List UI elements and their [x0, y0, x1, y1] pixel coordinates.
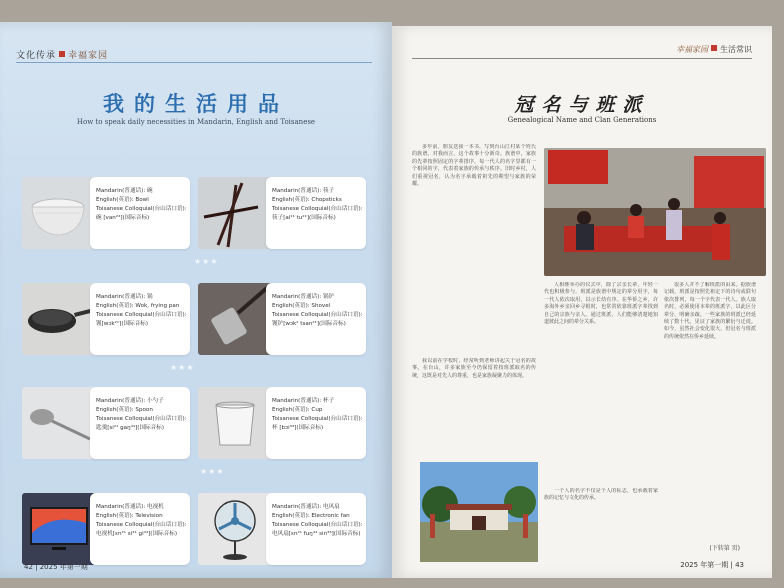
article-title: 冠名与班派: [514, 94, 650, 116]
vocab-row: [22, 493, 364, 565]
cup-photo: [198, 387, 272, 459]
vocab-toisanese-label: Toisanese Colloquial(台山话口语):: [96, 206, 187, 212]
star-divider: ★★★: [194, 257, 219, 266]
television-photo: [22, 493, 96, 565]
vocab-card-cup: [198, 387, 366, 459]
continued-note: (下转第 页): [709, 545, 740, 552]
vocab-toisanese-label: Toisanese Colloquial(台山话口语):: [96, 416, 187, 422]
vocab-ipa: 镬铲[wɔk² tsan²¹](国际音标): [272, 321, 346, 327]
vocab-mandarin: Mandarin(普通话): 电视机: [96, 504, 164, 510]
vocab-info: [90, 283, 190, 355]
vocab-ipa: 匙羹[si²¹ ɡaŋ⁴⁴](国际音标): [96, 425, 165, 431]
vocab-english: English(英语): Cup: [272, 407, 323, 413]
vocab-ipa: 镬[wɔk²¹](国际音标): [96, 321, 149, 327]
left-page-footer: 42 | 2025 年第一期: [24, 563, 88, 571]
vocab-mandarin: Mandarin(普通话): 碗: [96, 188, 153, 194]
vocab-ipa: 杯 [bɔi³³](国际音标): [272, 425, 324, 431]
vocab-card-bowl: [22, 177, 190, 249]
vocab-english: English(英语): Electronic fan: [272, 513, 350, 519]
section-sub-label: 幸福家园: [68, 51, 109, 61]
article-column: [544, 488, 658, 518]
article-paragraph: 一个人的名字不仅是个人的标志，也承载着家族的记忆与文化的传承。: [544, 488, 658, 502]
vocab-english: English(英语): Spoon: [96, 407, 153, 413]
vocab-english: English(英语): Chopsticks: [272, 197, 342, 203]
article-paragraph: 我以前在学校时，经常听到老师讲起关于冠名的故事。在台山，许多家族至今仍保留着按班派取名的传统，这既是对先人的尊重，也是家族凝聚力的体现。: [412, 358, 536, 379]
header-divider: [412, 58, 752, 59]
article-column: [664, 282, 756, 512]
brand-label: 幸福家园: [676, 45, 708, 54]
vocab-info: [90, 387, 190, 459]
wok-photo: [22, 283, 96, 355]
bowl-photo: [22, 177, 96, 249]
ancestral-hall-photo: [420, 462, 538, 562]
vocab-english: English(英语): Shovel: [272, 303, 331, 309]
vocab-mandarin: Mandarin(普通话): 杯子: [272, 398, 335, 404]
vocab-row: [22, 177, 364, 249]
vocab-ipa: 电视机[εn²¹ si³¹ ɡi⁴⁴](国际音标): [96, 531, 178, 537]
vocab-mandarin: Mandarin(普通话): 筷子: [272, 188, 335, 194]
vocab-ipa: 碗 [van²⁴](国际音标): [96, 215, 150, 221]
vocab-card-spoon: [22, 387, 190, 459]
article-paragraph: 人相继举办的仪式中，除了宗亲长辈，年轻一代也积极参与。班派是族谱中规定的辈分用字，每一代人依次取用，以示长幼有序。在华侨之乡，许多海外乡亲回乡寻根时，也常常依靠班派字辈找到自己的宗族与亲人。通过班派，人们能够清楚地知道彼此之间的辈分关系。: [544, 282, 658, 326]
page-title: 我的生活用品: [103, 92, 289, 116]
vocab-toisanese-label: Toisanese Colloquial(台山话口语):: [272, 312, 363, 318]
vocab-info: [90, 177, 190, 249]
right-page: [392, 26, 772, 578]
star-divider: ★★★: [170, 363, 195, 372]
chopsticks-photo: [198, 177, 272, 249]
section-label: 文化传承: [16, 51, 57, 61]
electric-fan-photo: [198, 493, 272, 565]
header-divider: [16, 62, 372, 63]
vocab-mandarin: Mandarin(普通话): 小勺子: [96, 398, 164, 404]
left-page-header: [16, 48, 108, 61]
vocab-toisanese-label: Toisanese Colloquial(台山话口语):: [272, 522, 363, 528]
star-divider: ★★★: [200, 467, 225, 476]
article-paragraph: 很多人并不了解班派的由来。据族谱记载，班派是按照先祖定下的诗句或联句依次排列，每一个字代表一代人。族人取名时，必须使用本辈的班派字，以此区分辈分、明确亲疏。一些家族的班派已经延续了数十代，见证了家族的繁衍与迁徙。如今，虽然社会变化很大，但冠名与班派的传统依然在侨乡延续。: [664, 282, 756, 340]
vocab-english: English(英语): Wok, frying pan: [96, 303, 180, 309]
article-paragraph: 多年前，朋友送我一本书，写到台山江村某个姓氏的族谱。对我而言，这个故事十分新奇。族谱中，家族的先辈按照固定的字辈排序，每一代人的名字里都有一个相同的字，代表着家族的传承与秩序。旧时乡村，人们重视冠名，认为名字承载着祖先的期望与家族的荣耀。: [412, 144, 536, 188]
vocab-mandarin: Mandarin(普通话): 电风扇: [272, 504, 340, 510]
vocab-info: [266, 493, 366, 565]
vocab-ipa: 筷子[ai²¹ tu²¹](国际音标): [272, 215, 336, 221]
vocab-card-wok: [22, 283, 190, 355]
vocab-row: [22, 283, 364, 355]
vocab-toisanese-label: Toisanese Colloquial(台山话口语):: [96, 312, 187, 318]
right-page-header: [676, 44, 752, 55]
section-label: 生活常识: [720, 45, 752, 54]
article-column: [544, 282, 658, 484]
vocab-card-television: [22, 493, 190, 565]
vocab-toisanese-label: Toisanese Colloquial(台山话口语):: [96, 522, 187, 528]
vocab-info: [266, 177, 366, 249]
left-page: [0, 22, 392, 578]
shovel-photo: [198, 283, 272, 355]
vocab-english: English(英语): Television: [96, 513, 163, 519]
spoon-photo: [22, 387, 96, 459]
vocab-mandarin: Mandarin(普通话): 锅铲: [272, 294, 335, 300]
vocab-info: [266, 387, 366, 459]
article-column: [412, 144, 536, 354]
vocab-info: [266, 283, 366, 355]
vocab-card-shovel: [198, 283, 366, 355]
square-bullet-icon: [59, 51, 65, 57]
vocab-mandarin: Mandarin(普通话): 锅: [96, 294, 153, 300]
square-bullet-icon: [711, 45, 717, 51]
vocab-info: [90, 493, 190, 565]
vocab-ipa: 电风扇[εn²¹ fuŋ⁴⁴ sin³³](国际音标): [272, 531, 361, 537]
right-page-footer: 2025 年第一期 | 43: [680, 561, 744, 569]
article-subtitle: Genealogical Name and Clan Generations: [507, 116, 657, 124]
vocab-row: [22, 387, 364, 459]
wedding-ceremony-photo: [544, 148, 766, 276]
page-subtitle: How to speak daily necessities in Mandarin, English and Toisanese: [76, 118, 316, 126]
vocab-card-chopsticks: [198, 177, 366, 249]
vocab-english: English(英语): Bowl: [96, 197, 149, 203]
vocab-toisanese-label: Toisanese Colloquial(台山话口语):: [272, 206, 363, 212]
vocab-toisanese-label: Toisanese Colloquial(台山话口语):: [272, 416, 363, 422]
vocab-card-electric-fan: [198, 493, 366, 565]
